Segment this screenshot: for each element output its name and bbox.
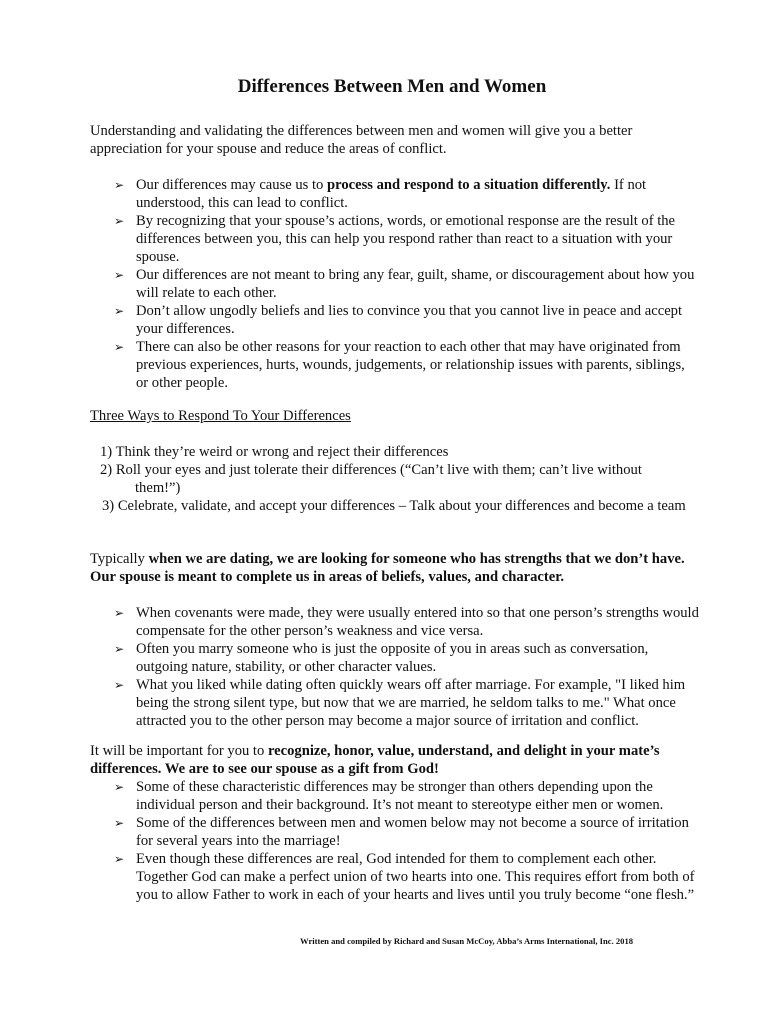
response-ways-list <box>90 443 700 515</box>
arrow-bullet-icon: ➢ <box>114 214 125 228</box>
arrow-bullet-icon: ➢ <box>114 304 125 318</box>
list-item: ➢ Our differences may cause us to process and respond to a situation differently. If not understood, this can lead to conflict. <box>114 177 647 211</box>
section-heading: Three Ways to Respond To Your Differences <box>90 408 351 424</box>
list-item: ➢ By recognizing that your spouse’s actions, words, or emotional response are the result of the differences between you, this can help you respond rather than react to a situation with your spouse. <box>114 213 676 265</box>
arrow-bullet-icon: ➢ <box>114 606 125 620</box>
typically-paragraph: Typically when we are dating, we are looking for someone who has strengths that we don’t have. Our spouse is meant to complete us in areas of beliefs, values, and character. <box>90 551 685 585</box>
list-item: ➢ When covenants were made, they were usually entered into so that one person’s strengths would compensate for the other person’s weakness and vice versa. <box>114 605 699 639</box>
list-item: ➢ Some of the differences between men and women below may not become a source of irritation for several years into the marriage! <box>114 815 689 849</box>
page-footer: Written and compiled by Richard and Susan McCoy, Abba’s Arms International, Inc. 2018 <box>300 936 634 946</box>
list-item: ➢ What you liked while dating often quickly wears off after marriage. For example, "I liked him being the strong silent type, but now that we are married, he seldom talks to me." What once attracted you to the other person may become a major source of irritation and conflict. <box>114 677 686 729</box>
covenant-bullet-list <box>90 604 700 730</box>
arrow-bullet-icon: ➢ <box>114 642 125 656</box>
arrow-bullet-icon: ➢ <box>114 816 125 830</box>
list-item: 1) Think they’re weird or wrong and reject their differences <box>100 444 449 460</box>
list-item: ➢ Some of these characteristic differences may be stronger than others depending upon the individual person and their background. It’s not meant to stereotype either men or women. <box>114 779 664 813</box>
arrow-bullet-icon: ➢ <box>114 340 125 354</box>
arrow-bullet-icon: ➢ <box>114 852 125 866</box>
arrow-bullet-icon: ➢ <box>114 178 125 192</box>
arrow-bullet-icon: ➢ <box>114 268 125 282</box>
emphasis-text: when we are dating, we are looking for someone who has strengths that we don’t have. Our spouse is meant to complete us in areas of beliefs, values, and character. <box>90 551 685 585</box>
emphasis-text: recognize, honor, value, understand, and delight in your mate’s differences. We are to see our spouse as a gift from God! <box>90 743 660 777</box>
arrow-bullet-icon: ➢ <box>114 678 125 692</box>
list-number: 3) <box>102 498 115 514</box>
characteristics-bullet-list <box>90 778 700 904</box>
page-title: Differences Between Men and Women <box>237 76 547 97</box>
differences-bullet-list <box>90 176 700 392</box>
arrow-bullet-icon: ➢ <box>114 780 125 794</box>
list-item: 3) Celebrate, validate, and accept your differences – Talk about your differences and become a team <box>90 497 700 515</box>
emphasis-text: process and respond to a situation differently. <box>327 177 611 193</box>
list-item: ➢ Even though these differences are real, God intended for them to complement each other. Together God can make a perfect union of two hearts into one. This requires effort from both of you to allow Father to work in each of your hearts and lives until you truly become “one flesh.” <box>114 851 695 903</box>
list-number: 2) <box>100 462 113 478</box>
list-item: ➢ Don’t allow ungodly beliefs and lies to convince you that you cannot live in peace and accept your differences. <box>114 303 683 337</box>
list-item: ➢ There can also be other reasons for your reaction to each other that may have originated from previous experiences, hurts, wounds, judgements, or relationship issues with parents, siblings, or other people. <box>114 339 685 391</box>
list-item: ➢ Our differences are not meant to bring any fear, guilt, shame, or discouragement about how you will relate to each other. <box>114 267 695 301</box>
intro-paragraph: Understanding and validating the differences between men and women will give you a better appreciation for your spouse and reduce the areas of conflict. <box>90 123 633 157</box>
list-item: 2) Roll your eyes and just tolerate their differences (“Can’t live with them; can’t live without them!”) <box>100 462 642 496</box>
list-number: 1) <box>100 444 113 460</box>
important-paragraph: It will be important for you to recognize, honor, value, understand, and delight in your mate’s differences. We are to see our spouse as a gift from God! <box>90 743 660 777</box>
list-item: ➢ Often you marry someone who is just the opposite of you in areas such as conversation, outgoing nature, stability, or other character values. <box>114 641 649 675</box>
